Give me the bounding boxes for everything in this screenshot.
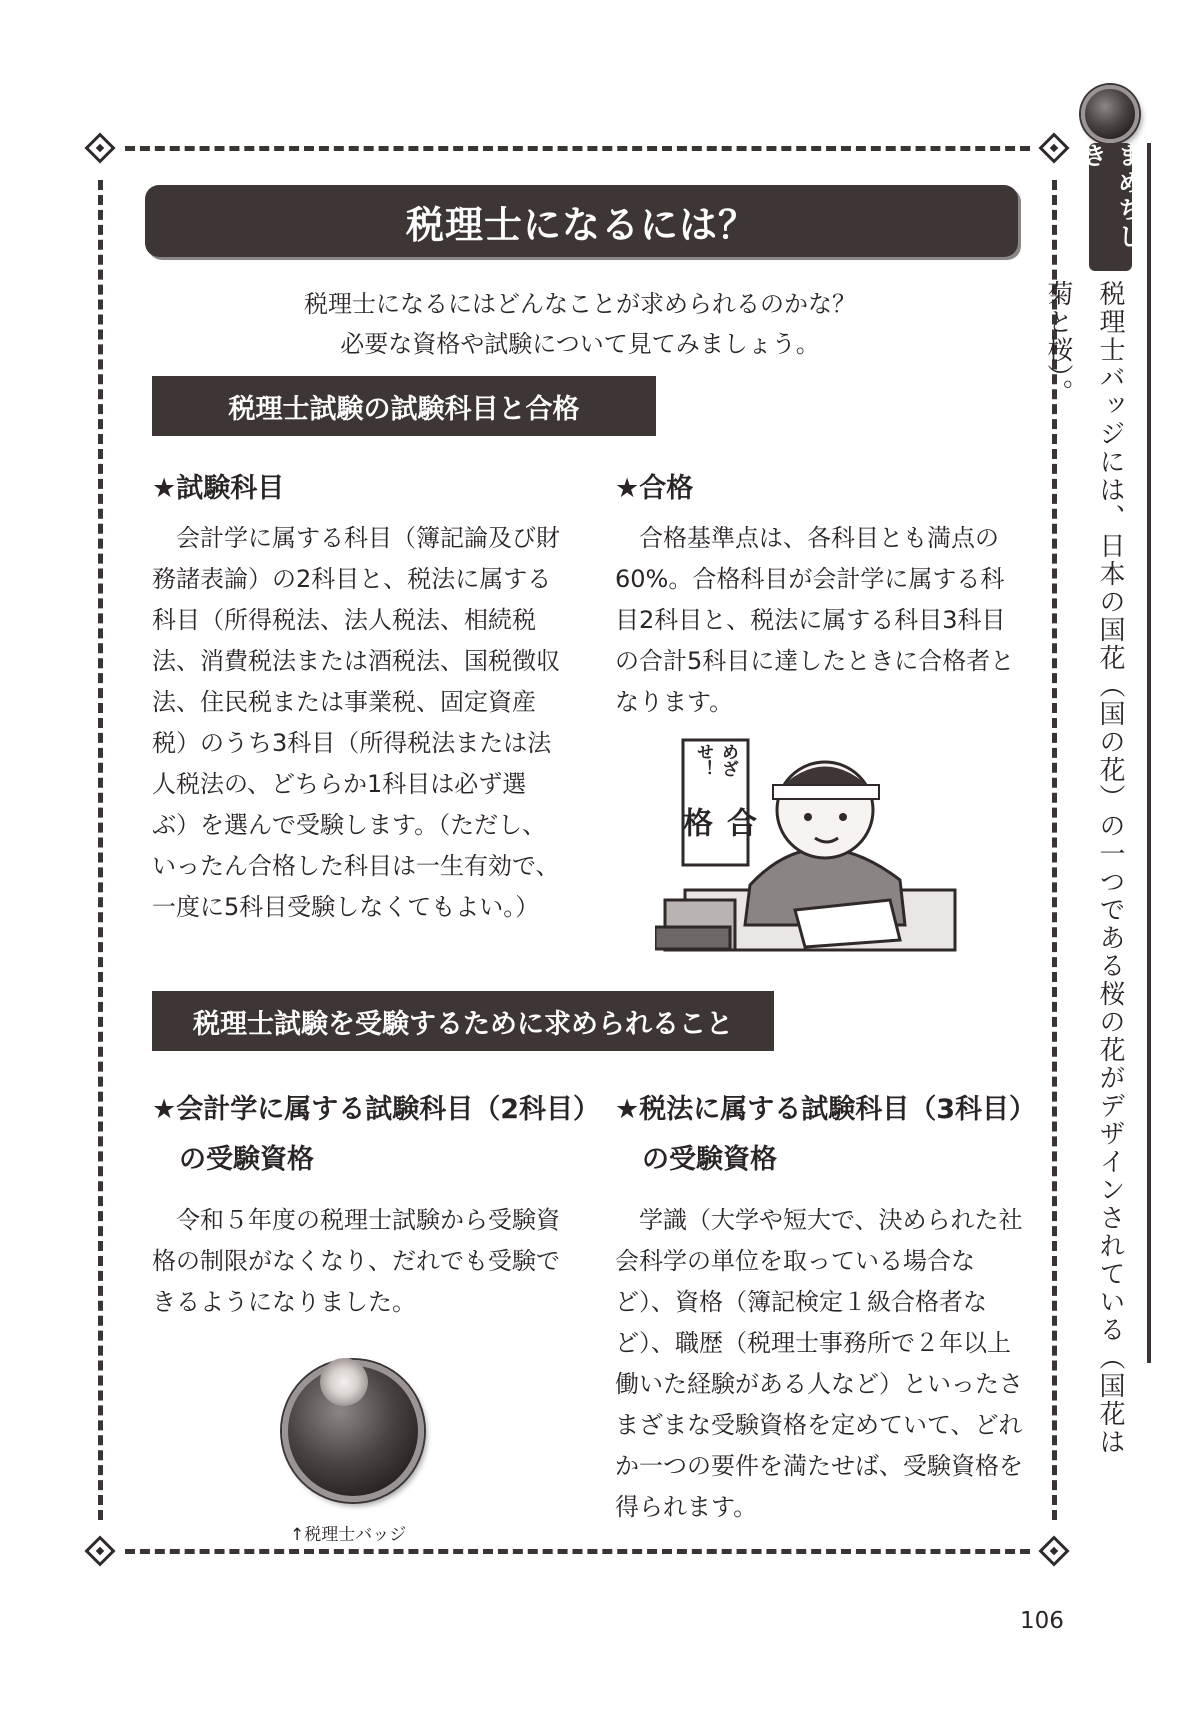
section-heading-exam-subjects (152, 376, 656, 436)
intro-line-2: 必要な資格や試験について見てみましょう。 (340, 330, 820, 358)
body-tax-law-eligibility: 学識（大学や短大で、決められた社会科学の単位を取っている場合など）、資格（簿記検定１級合格者など）、職歴（税理士事務所で２年以上働いた経験がある人など）といったさまざまな受験資格を定めていて、どれか一つの要件を満たせば、受験資格を得られます。 (615, 1206, 1023, 1521)
subhead-exam-subjects: ★試験科目 (152, 473, 285, 504)
frame-corner-icon (84, 132, 115, 163)
goal-sign-main-text: 合格 (677, 806, 756, 837)
page-title (145, 185, 1018, 257)
trivia-tab-label: まめちしき (1078, 143, 1142, 251)
trivia-tab (1078, 143, 1142, 271)
section-heading-text: 税理士試験を受験するために求められること (193, 1008, 733, 1040)
subhead-tax-law-line-2: の受験資格 (642, 1144, 777, 1175)
body-exam-subjects: 会計学に属する科目（簿記論及び財務諸表論）の2科目と、税法に属する科目（所得税法、法人税法、相続税法、消費税法または酒税法、国税徴収法、住民税または事業税、固定資産税）のうち3科目（所得税法または法人税法の、どちらか1科目は必ず選ぶ）を選んで受験します。（ただし、いったん合格した科目は一生有効で、一度に5科目受験しなくてもよい。） (152, 524, 560, 921)
trivia-text: 税理士バッジには、日本の国花（国の花）の一つである桜の花がデザインされている（国花は菊と桜）。 (1043, 280, 1125, 1456)
badge-caption: ↑税理士バッジ (290, 1525, 407, 1545)
frame-corner-icon (1038, 132, 1069, 163)
goal-sign (677, 743, 756, 863)
subhead-pass: ★合格 (615, 473, 694, 504)
frame-bottom-line (125, 1549, 1030, 1554)
subhead-tax-law-eligibility (615, 1085, 1036, 1185)
section-heading-text: 税理士試験の試験科目と合格 (228, 393, 580, 425)
sidebar-badge-image (1081, 85, 1139, 143)
frame-corner-icon (1038, 1535, 1069, 1566)
frame-top-line (125, 146, 1030, 151)
body-pass: 合格基準点は、各科目とも満点の60%。合格科目が会計学に属する科目2科目と、税法に属する科目3科目の合計5科目に達したときに合格者となります。 (615, 524, 1015, 716)
chrysanthemum-icon (320, 1358, 368, 1406)
subhead-accounting-line-1: ★会計学に属する試験科目（2科目） (152, 1094, 600, 1125)
page-number: 106 (1020, 1608, 1064, 1634)
frame-left-line (98, 180, 103, 1520)
intro-line-1: 税理士になるにはどんなことが求められるのかな？ (304, 290, 856, 318)
goal-sign-sub-text: めざせ！ (693, 743, 738, 777)
intro-text (180, 284, 980, 364)
sidebar-rule (1147, 143, 1151, 1363)
subhead-tax-law-line-1: ★税法に属する試験科目（3科目） (615, 1094, 1036, 1125)
page-title-text: 税理士になるには？ (405, 202, 757, 247)
body-accounting-eligibility: 令和５年度の税理士試験から受験資格の制限がなくなり、だれでも受験できるようになりました。 (152, 1206, 560, 1316)
frame-corner-icon (84, 1535, 115, 1566)
subhead-accounting-eligibility (152, 1085, 600, 1185)
section-heading-requirements (152, 991, 774, 1051)
subhead-accounting-line-2: の受験資格 (179, 1144, 314, 1175)
